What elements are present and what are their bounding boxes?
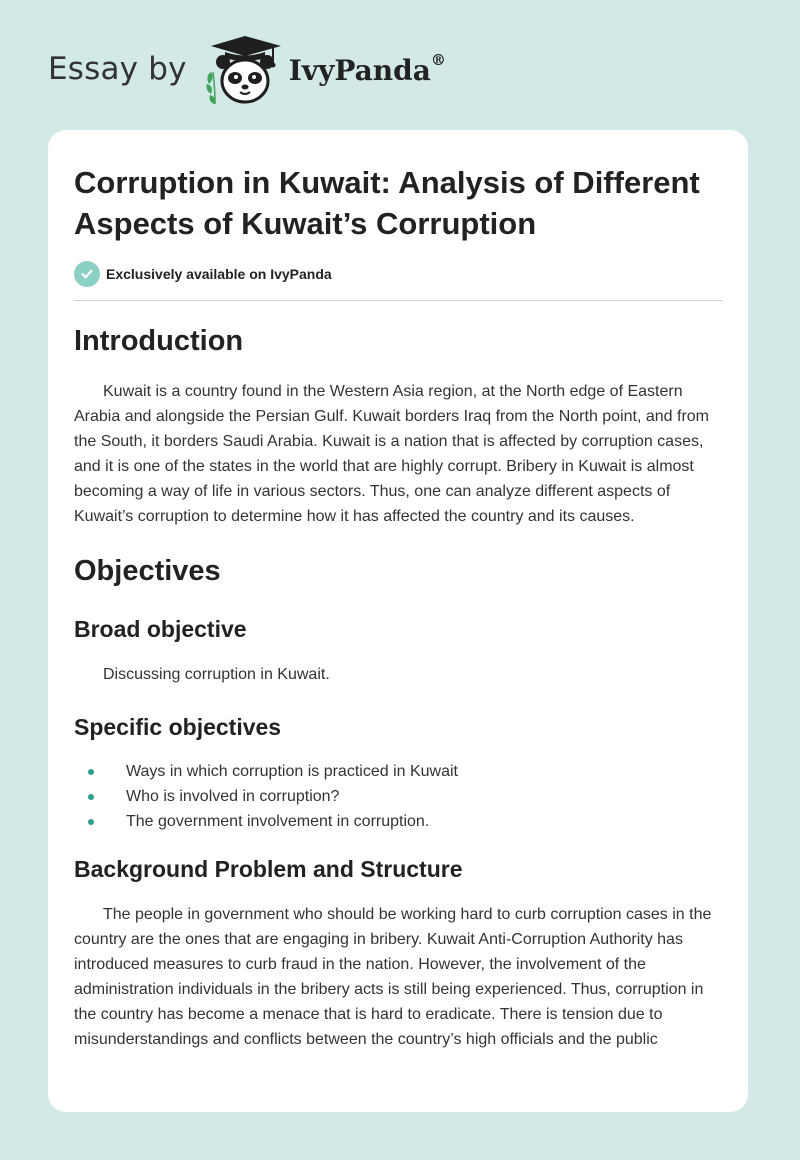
list-item	[74, 759, 722, 784]
site-header	[48, 36, 446, 106]
background-heading: Background Problem and Structure	[74, 856, 463, 882]
registered-mark: ®	[430, 51, 446, 70]
essay-title: Corruption in Kuwait: Analysis of Different Aspects of Kuwait’s Corruption	[74, 165, 700, 241]
brand-name-text: IvyPanda	[288, 53, 431, 87]
panda-logo-icon[interactable]	[203, 36, 287, 106]
specific-objectives-list	[74, 759, 722, 834]
list-item-text: Ways in which corruption is practiced in Kuwait	[126, 763, 458, 780]
specific-objectives-heading: Specific objectives	[74, 714, 282, 740]
introduction-paragraph: Kuwait is a country found in the Western Asia region, at the North edge of Eastern Arabia and alongside the Persian Gulf. Kuwait borders Iraq from the North point, and from the South, it borders Saudi Arabia. Kuwait is a nation that is affected by corruption cases, and it is one of the states in the world that are highly corrupt. Bribery in Kuwait is almost becoming a way of life in various sectors. Thus, one can analyze different aspects of Kuwait’s corruption to determine how it has affected the country and its causes.	[74, 383, 710, 525]
title-divider	[74, 300, 722, 301]
broad-objective-text: Discussing corruption in Kuwait.	[103, 666, 330, 683]
exclusive-badge	[74, 260, 722, 288]
checkmark-icon	[74, 261, 100, 287]
list-item-text: Who is involved in corruption?	[126, 788, 340, 805]
objectives-heading: Objectives	[74, 555, 221, 587]
broad-objective-heading: Broad objective	[74, 616, 247, 642]
introduction-heading: Introduction	[74, 325, 244, 357]
essay-by-label: Essay by	[48, 51, 187, 87]
essay-card	[48, 130, 748, 1112]
bullet-icon	[88, 794, 94, 800]
list-item	[74, 784, 722, 809]
list-item	[74, 809, 722, 834]
bullet-icon	[88, 819, 94, 825]
bullet-icon	[88, 769, 94, 775]
exclusive-badge-label: Exclusively available on IvyPanda	[106, 266, 332, 282]
brand-name	[288, 51, 446, 87]
list-item-text: The government involvement in corruption.	[126, 813, 430, 830]
background-paragraph: The people in government who should be working hard to curb corruption cases in the country are the ones that are engaging in bribery. Kuwait Anti-Corruption Authority has introduced measures to curb fraud in the nation. However, the involvement of the administration individuals in the bribery acts is still being experienced. Thus, corruption in the country has become a menace that is hard to eradicate. There is tension due to misunderstandings and conflicts between the country’s high officials and the public	[74, 906, 712, 1048]
